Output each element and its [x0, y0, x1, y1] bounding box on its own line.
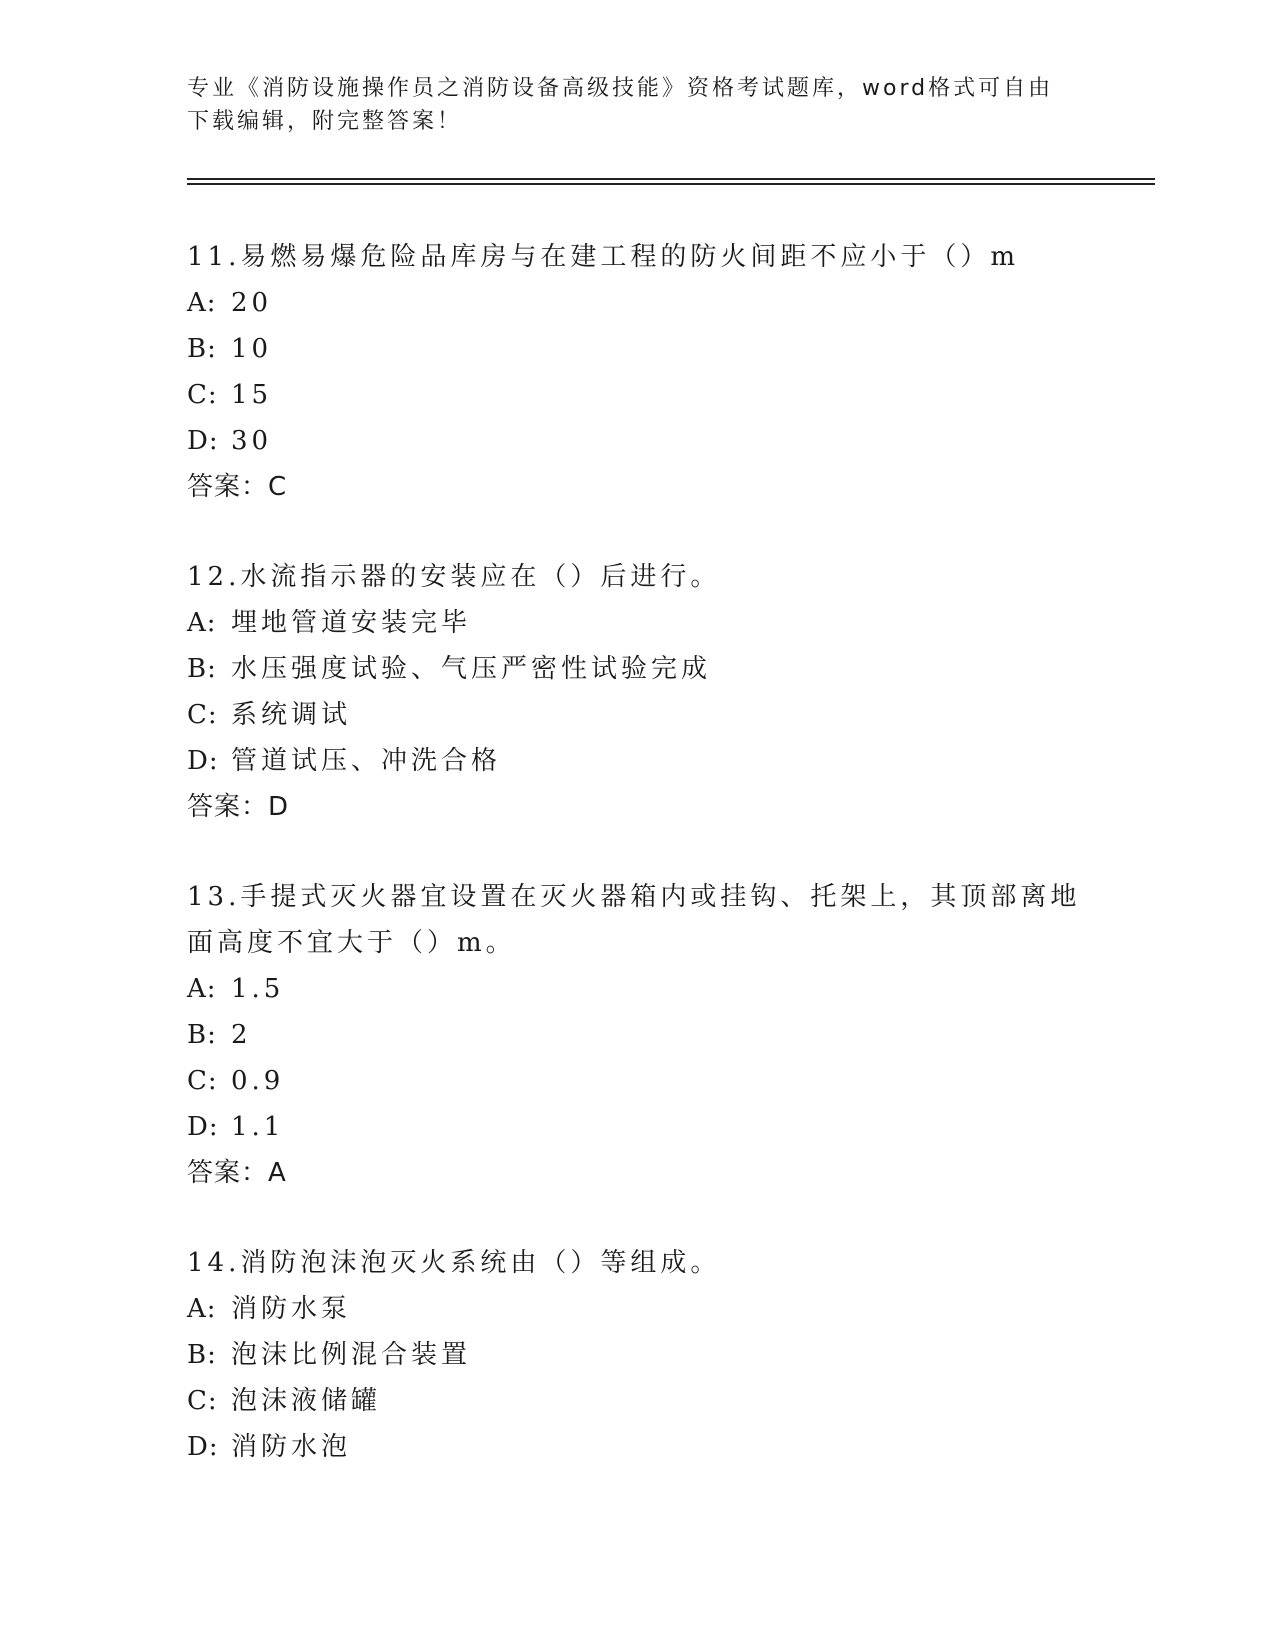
option-a	[187, 280, 1087, 326]
option-b	[187, 1012, 1087, 1058]
question-stem: 12.水流指示器的安装应在（）后进行。	[187, 562, 721, 592]
option-c	[187, 1378, 1087, 1424]
answer-line: 答案：A	[187, 1158, 287, 1188]
option-label: C:	[187, 700, 218, 730]
option-text: 2	[231, 1020, 252, 1050]
option-label: D:	[187, 426, 219, 456]
option-label: A:	[187, 608, 217, 638]
option-b	[187, 326, 1087, 372]
option-text: 30	[231, 426, 273, 456]
question-11	[187, 234, 1087, 510]
option-label: D:	[187, 1432, 219, 1462]
answer-line: 答案：D	[187, 792, 290, 822]
question-14	[187, 1240, 1087, 1470]
option-a	[187, 966, 1087, 1012]
option-text: 管道试压、冲洗合格	[231, 746, 502, 776]
option-label: C:	[187, 1386, 218, 1416]
question-stem: 14.消防泡沫泡灭火系统由（）等组成。	[187, 1248, 721, 1278]
option-text: 10	[231, 334, 273, 364]
question-stem: 13.手提式灭火器宜设置在灭火器箱内或挂钩、托架上，其顶部离地面高度不宜大于（）m。	[187, 882, 1081, 958]
option-text: 20	[231, 288, 273, 318]
option-label: B:	[187, 654, 217, 684]
question-stem: 11.易燃易爆危险品库房与在建工程的防火间距不应小于（）m	[187, 242, 1020, 272]
option-label: B:	[187, 334, 217, 364]
option-text: 泡沫液储罐	[231, 1386, 382, 1416]
option-text: 1.1	[231, 1112, 285, 1142]
option-text: 消防水泡	[231, 1432, 352, 1462]
option-b	[187, 646, 1087, 692]
question-13	[187, 874, 1087, 1196]
option-d	[187, 1104, 1087, 1150]
option-a	[187, 600, 1087, 646]
header-divider-bottom	[187, 183, 1155, 185]
option-label: D:	[187, 1112, 219, 1142]
option-c	[187, 692, 1087, 738]
option-c	[187, 372, 1087, 418]
option-text: 系统调试	[231, 700, 352, 730]
document-header	[187, 72, 1067, 138]
option-d	[187, 1424, 1087, 1470]
option-text: 水压强度试验、气压严密性试验完成	[231, 654, 712, 684]
header-divider-top	[187, 178, 1155, 180]
option-text: 消防水泵	[231, 1294, 352, 1324]
option-label: B:	[187, 1340, 217, 1370]
option-label: A:	[187, 288, 217, 318]
option-label: C:	[187, 380, 218, 410]
option-b	[187, 1332, 1087, 1378]
answer-line: 答案：C	[187, 472, 288, 502]
option-a	[187, 1286, 1087, 1332]
option-label: A:	[187, 1294, 217, 1324]
question-12	[187, 554, 1087, 830]
option-label: D:	[187, 746, 219, 776]
option-text: 泡沫比例混合装置	[231, 1340, 472, 1370]
option-d	[187, 418, 1087, 464]
option-c	[187, 1058, 1087, 1104]
option-text: 15	[231, 380, 273, 410]
option-label: C:	[187, 1066, 218, 1096]
option-label: B:	[187, 1020, 217, 1050]
option-label: A:	[187, 974, 217, 1004]
header-text: 专业《消防设施操作员之消防设备高级技能》资格考试题库，word格式可自由下载编辑，附完整答案！	[187, 76, 1054, 134]
option-text: 1.5	[231, 974, 285, 1004]
option-text: 0.9	[231, 1066, 285, 1096]
option-text: 埋地管道安装完毕	[231, 608, 472, 638]
option-d	[187, 738, 1087, 784]
